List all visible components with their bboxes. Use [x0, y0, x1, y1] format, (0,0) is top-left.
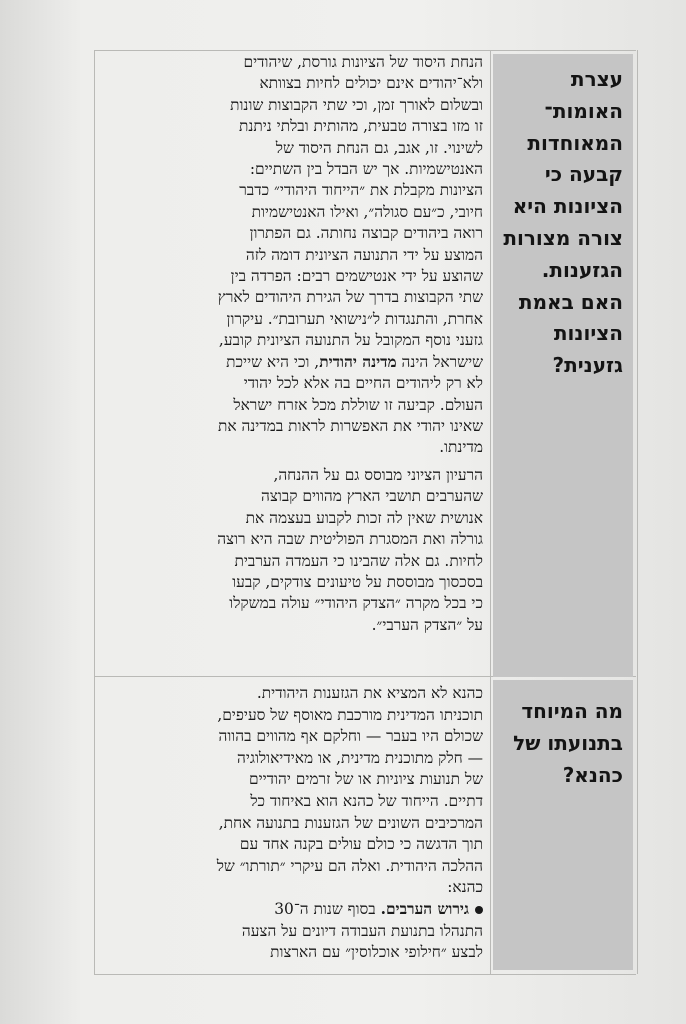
top-rule [94, 50, 636, 51]
text-line: ההלכה היהודית. ואלה הם עיקרי ״תורתו״ של [216, 856, 483, 875]
text-line: גורלה ואת המסגרת הפוליטית שבה היא רוצה [217, 530, 483, 549]
question-line: קבעה כי [544, 162, 623, 187]
text-line: אנושית שאין לה זכות לקבוע בעצמה את [245, 508, 483, 527]
question-line: עצרת [570, 67, 623, 91]
question-line: האם באמת [518, 289, 623, 314]
text-line: ובשלום לאורך זמן, וכי שתי הקבוצות שונות [230, 95, 483, 114]
bold-term: מדינה יהודית [319, 352, 397, 371]
text-line: העולם. קביעה זו שוללת מכל אזרח ישראל [233, 395, 483, 414]
body-paragraph-3 [100, 683, 483, 964]
text-line: גזעני נוסף המקובל על התנועה הציונית קובע, [218, 331, 483, 350]
text-run: בסוף שנות ה־30 [274, 899, 381, 918]
body-paragraph-1 [100, 52, 483, 459]
bullet-item [100, 899, 483, 921]
text-line: לשינוי. זו, אגב, גם הנחת היסוד של [275, 138, 483, 157]
text-line: שהערבים תושבי הארץ מהווים קבוצה [261, 487, 483, 506]
text-line: — חלק מתוכנית מדינית, או מאידיאולוגיה [237, 748, 483, 767]
body-paragraph-2 [100, 465, 483, 636]
text-line: חיובי, כ״עם סגולה״, ואילו האנטישמיות [251, 202, 483, 221]
text-line: כי בכל מקרה ״הצדק היהודי״ עולה במשקלו [229, 594, 483, 613]
bottom-rule [94, 974, 636, 975]
text-line: דתיים. הייחוד של כהנא הוא באיחוד כל [250, 791, 483, 810]
text-line: על ״הצדק הערבי״. [371, 615, 483, 634]
text-line: של תנועות ציוניות או של זרמים יהודיים [248, 770, 483, 789]
question-line: כהנא? [562, 762, 623, 787]
text-run: , וכי היא שייכת [226, 352, 320, 371]
question-line: מה המיוחד [521, 699, 623, 723]
question-line: גזענית? [552, 353, 623, 378]
text-line: תוך הדגשה כי כולם עולים בקנה אחד עם [239, 835, 483, 854]
question-line: הגזענות. [541, 257, 623, 282]
text-line: לחיות. גם אלה שהבינו כי העמדה הערבית [234, 551, 483, 570]
text-line: המוצע על ידי התנועה הציונית דומה לזה [245, 245, 483, 264]
text-line: כהנא לא המציא את הגזענות היהודית. [256, 684, 483, 702]
text-line: לבצע ״חילופי אוכלוסין״ עם הארצות [270, 943, 483, 962]
text-line: לא רק ליהודים החיים בה אלא לכל יהודי [243, 374, 483, 393]
text-line: שאינו יהודי את האפשרות לראות במדינה את [217, 416, 483, 435]
text-line: התנהלו בתנועת העבודה דיונים על הצעה [241, 921, 483, 940]
sidebar-question-box-2 [493, 680, 633, 970]
column-divider [490, 50, 491, 974]
text-line: מדינתו. [439, 438, 483, 457]
text-line: זו מזו בצורה טבעית, מהותית ובלתי ניתנת [238, 117, 483, 136]
text-line: בסכסוך מבוססת על טיעונים צודקים, קבעו [232, 573, 483, 592]
text-line: שכולם היו בעבר — וחלקם אף מהווים בהווה [218, 727, 483, 746]
question-line: בתנועתו של [513, 730, 623, 755]
text-line: כהנא: [447, 878, 483, 897]
text-line: הציונות מקבלת את ״הייחוד היהודי״ כדבר [239, 181, 483, 200]
text-line: האנטישמיות. אך יש הבדל בין השתיים: [249, 160, 483, 179]
text-run: שישראל הינה [396, 352, 483, 371]
sidebar-question-box-1 [493, 54, 633, 677]
question-line: המאוחדות [527, 130, 623, 155]
text-line: תוכניתו המדינית מורכבת מאוסף של סעיפים, [217, 705, 483, 724]
text-line: שהוצע על ידי אנטישמים רבים: הפרדה בין [230, 267, 483, 286]
question-line: הציונות היא [512, 194, 623, 219]
text-line: ולא־יהודים אינם יכולים לחיות בצוותא [259, 74, 483, 93]
text-line: הנחת היסוד של הציונות גורסת, שיהודים [243, 53, 483, 71]
text-line: שתי הקבוצות בדרך של הגירת היהודים לארץ [217, 288, 483, 307]
text-line [100, 352, 483, 373]
question-line: האומות־ [544, 98, 623, 123]
bold-term: גירוש הערבים. [380, 899, 469, 918]
text-line: המרכיבים השונים של הגזענות בתנועה אחת, [218, 813, 483, 832]
question-line: צורה מצורות [503, 225, 623, 250]
bullet-icon [475, 906, 483, 914]
text-line: הרעיון הציוני מבוסס גם על ההנחה, [273, 466, 483, 484]
text-line: אחרת, והתנגדות ל״נישואי תערובת״. עיקרון [226, 309, 483, 328]
question-line: הציונות [553, 321, 623, 346]
text-line: רואה ביהודים קבוצה נחותה. גם הפתרון [249, 224, 483, 243]
